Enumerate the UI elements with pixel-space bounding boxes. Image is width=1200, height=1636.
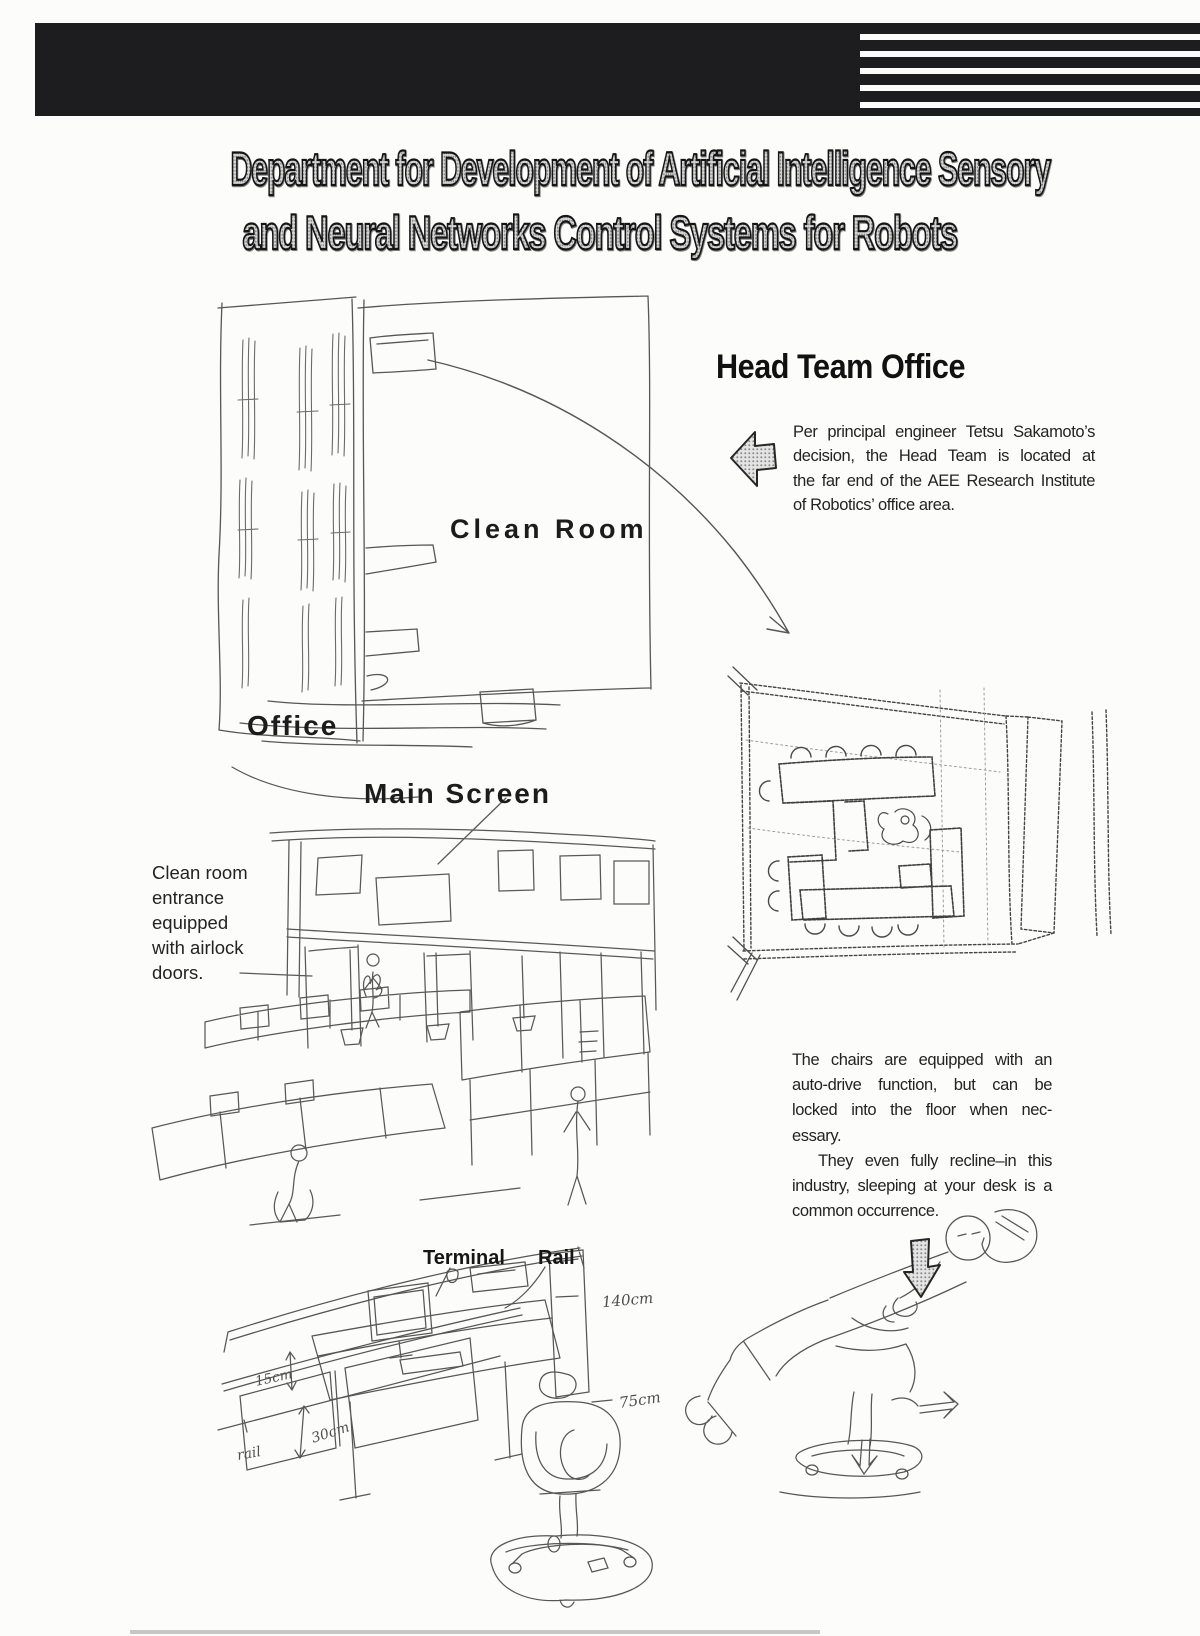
left-block-arrow-icon [731,432,776,486]
label-office: Office [247,710,339,741]
callout-line: with airlock [152,937,244,958]
office-interior-sketch [152,767,656,1225]
paragraph-line: the far end of the AEE Research Institute [793,471,1095,490]
label-clean-room: Clean Room [450,514,648,544]
paragraph-line: essary. [792,1126,842,1145]
paragraph-line: Per principal engineer Tetsu Sakamoto’s [793,423,1095,441]
paragraph-line: locked into the floor when nec- [792,1101,1052,1120]
reclining-chair-sketch [686,1210,1037,1498]
down-block-arrow-icon [904,1239,940,1297]
page-title-line2: and Neural Networks Control Systems for Robots [242,206,958,259]
measurement-30cm: 30cm [309,1419,352,1447]
paragraph-line: auto-drive function, but can be [792,1076,1052,1095]
callout-line: Clean room [152,862,248,883]
label-rail: Rail [538,1247,575,1269]
label-main-screen: Main Screen [364,778,551,809]
callout-line: doors. [152,962,204,983]
airlock-callout [152,860,272,985]
paragraph-line: decision, the Head Team is located at [793,447,1095,466]
paragraph-line: industry, sleeping at your desk is a [792,1177,1052,1196]
callout-line: equipped [152,912,229,933]
measurement-rail-note: rail [235,1444,263,1464]
curved-pointer-arrow [428,360,789,633]
section-heading-head-team-office: Head Team Office [716,348,966,386]
terminal-desk-sketch [218,1247,652,1607]
callout-line: entrance [152,887,224,908]
head-team-paragraph [793,420,1095,518]
chairs-paragraph [792,1048,1052,1224]
paragraph-line: The chairs are equipped with an [792,1051,1052,1069]
measurement-15cm: 15cm [253,1366,294,1390]
label-terminal: Terminal [423,1247,505,1269]
paragraph-line: They even fully recline–in this [818,1151,1052,1170]
head-team-office-floorplan-sketch [728,667,1111,1000]
bottom-page-rule [130,1630,820,1634]
measurement-140cm: 140cm [601,1288,654,1312]
paragraph-line: of Robotics’ office area. [793,496,955,515]
paragraph-line: common occurrence. [792,1202,939,1221]
measurement-75cm: 75cm [617,1388,662,1412]
page-title-line1: Department for Development of Artificial Intelligence Sensory [230,142,1051,195]
